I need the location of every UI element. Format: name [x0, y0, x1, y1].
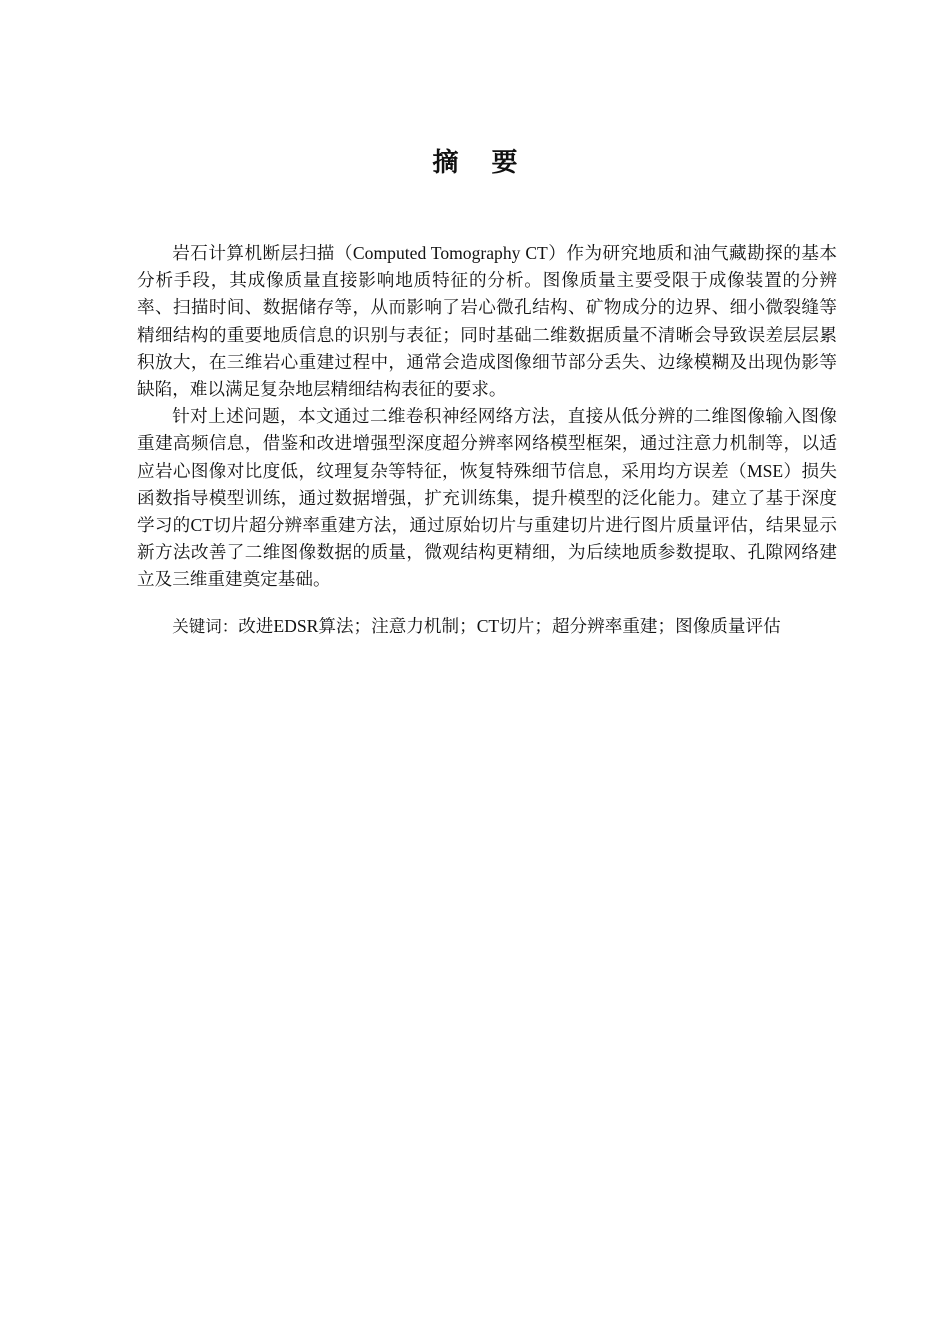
keywords-label: 关键词： — [172, 617, 239, 636]
abstract-paragraph-1: 岩石计算机断层扫描（Computed Tomography CT）作为研究地质和油气藏勘探的基本分析手段，其成像质量直接影响地质特征的分析。图像质量主要受限于成像装置的分辨率、扫描时间、数据储存等，从而影响了岩心微孔结构、矿物成分的边界、细小微裂缝等精细结构的重要地质信息的识别与表征；同时基础二维数据质量不清晰会导致误差层层累积放大，在三维岩心重建过程中，通常会造成图像细节部分丢失、边缘模糊及出现伪影等缺陷，难以满足复杂地层精细结构表征的要求。 — [137, 243, 837, 400]
abstract-paragraph-2: 针对上述问题，本文通过二维卷积神经网络方法，直接从低分辨的二维图像输入图像重建高频信息，借鉴和改进增强型深度超分辨率网络模型框架，通过注意力机制等，以适应岩心图像对比度低，纹理复杂等特征，恢复特殊细节信息，采用均方误差（MSE）损失函数指导模型训练，通过数据增强，扩充训练集，提升模型的泛化能力。建立了基于深度学习的CT切片超分辨率重建方法，通过原始切片与重建切片进行图片质量评估，结果显示新方法改善了二维图像数据的质量，微观结构更精细，为后续地质参数提取、孔隙网络建立及三维重建奠定基础。 — [137, 406, 837, 590]
keywords-line — [137, 613, 837, 640]
abstract-title: 摘 要 — [432, 148, 530, 178]
keywords-text: 改进EDSR算法；注意力机制；CT切片；超分辨率重建；图像质量评估 — [238, 616, 781, 636]
abstract-body — [137, 240, 837, 594]
